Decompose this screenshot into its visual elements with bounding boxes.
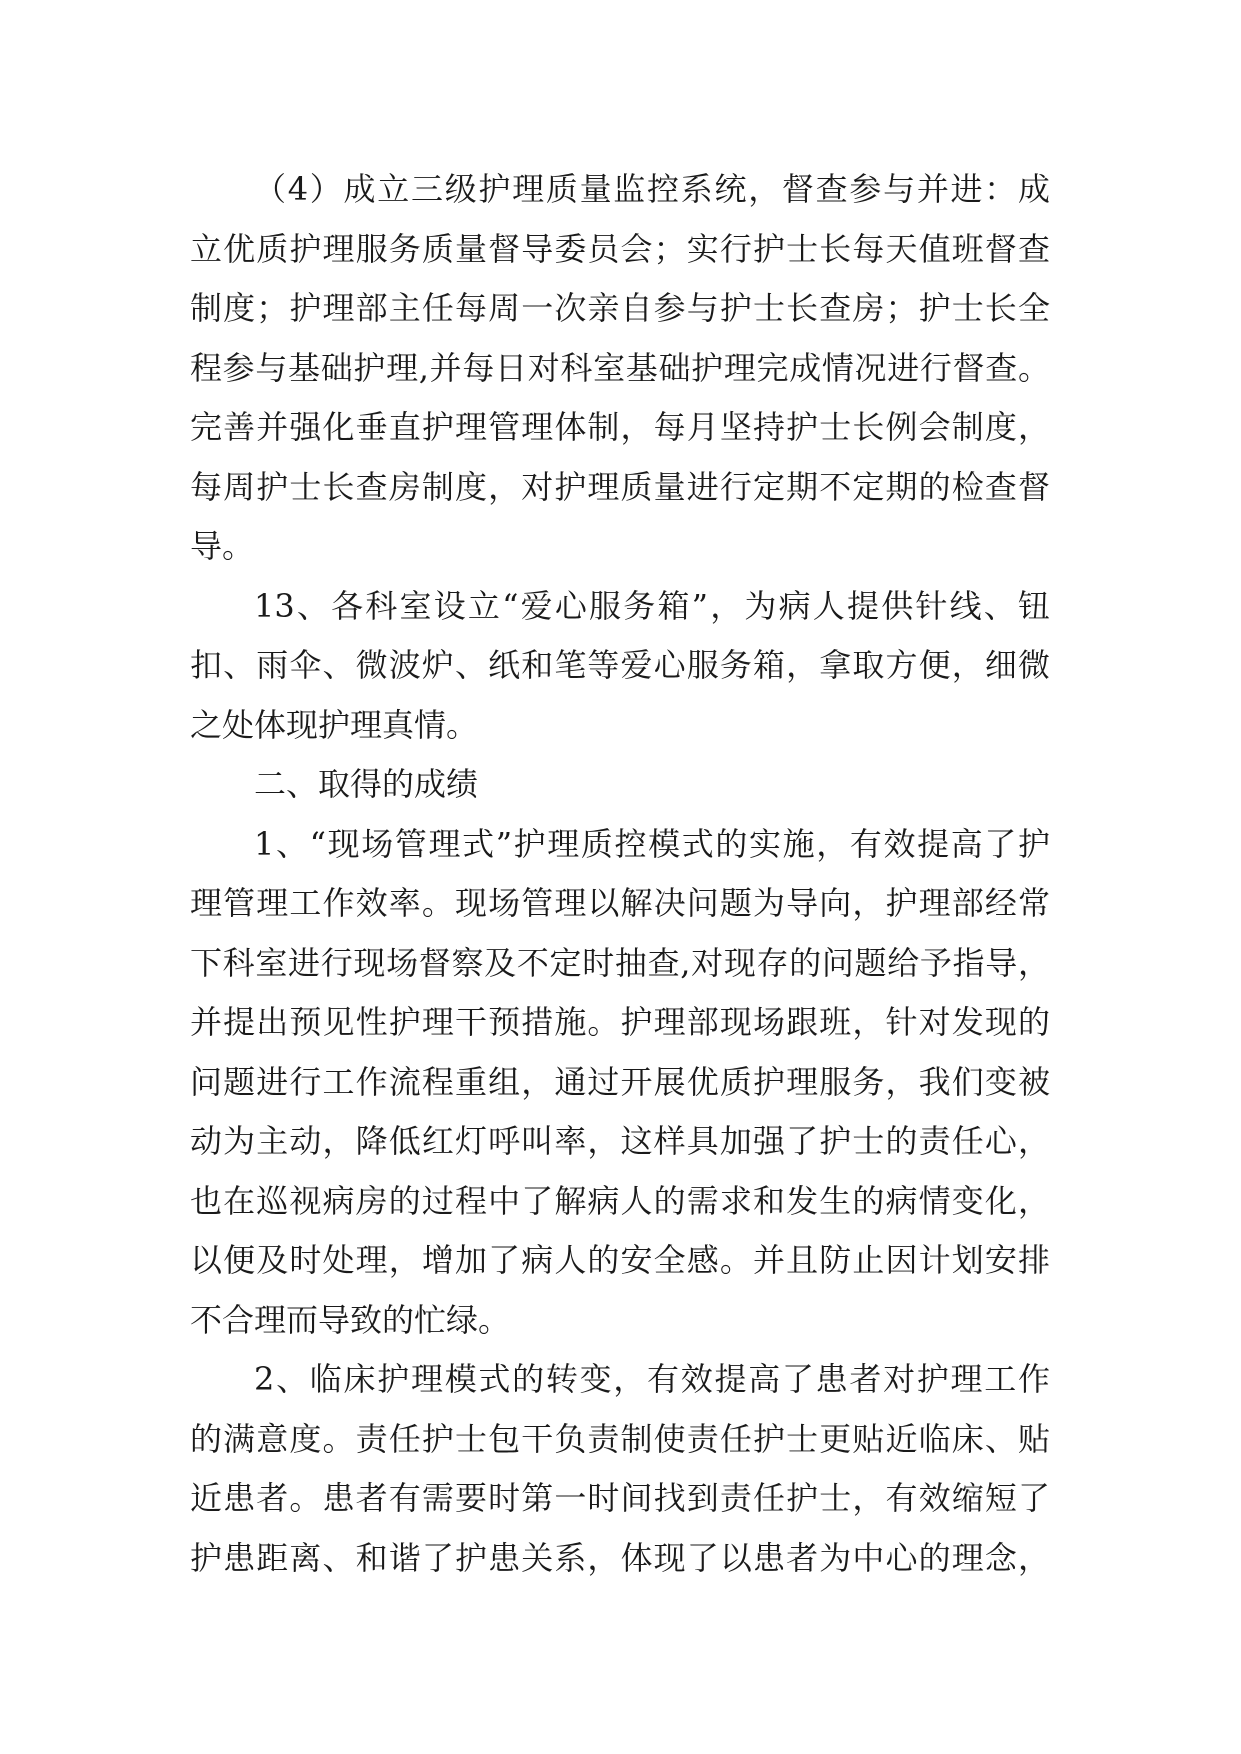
text-line: 也在巡视病房的过程中了解病人的需求和发生的病情变化， bbox=[190, 1181, 1050, 1220]
text-line: 下科室进行现场督察及不定时抽查,对现存的问题给予指导， bbox=[190, 943, 1050, 982]
text-line: 1、“现场管理式”护理质控模式的实施，有效提高了护 bbox=[254, 824, 1050, 863]
text-line: 问题进行工作流程重组，通过开展优质护理服务，我们变被 bbox=[190, 1062, 1050, 1101]
text-line: 并提出预见性护理干预措施。护理部现场跟班，针对发现的 bbox=[190, 1003, 1050, 1041]
paragraph-onsite-management bbox=[190, 815, 1050, 1351]
text-line: 每周护士长查房制度，对护理质量进行定期不定期的检查督 bbox=[190, 467, 1050, 506]
paragraph-clinical-model bbox=[190, 1350, 1050, 1588]
paragraph-love-service-box bbox=[190, 577, 1050, 756]
text-line: 护患距离、和谐了护患关系，体现了以患者为中心的理念， bbox=[190, 1538, 1050, 1577]
text-line: 之处体现护理真情。 bbox=[190, 705, 479, 744]
text-line: 不合理而导致的忙绿。 bbox=[190, 1300, 511, 1339]
section-heading-achievements bbox=[190, 755, 1050, 815]
section-heading-text: 二、取得的成绩 bbox=[254, 765, 479, 803]
text-line: （4）成立三级护理质量监控系统，督查参与并进：成 bbox=[254, 170, 1050, 208]
text-line: 动为主动，降低红灯呼叫率，这样具加强了护士的责任心， bbox=[190, 1122, 1050, 1160]
text-line: 以便及时处理，增加了病人的安全感。并且防止因计划安排 bbox=[190, 1241, 1050, 1279]
text-line: 扣、雨伞、微波炉、纸和笔等爱心服务箱，拿取方便，细微 bbox=[190, 646, 1050, 684]
text-line: 导。 bbox=[190, 527, 255, 565]
text-line: 完善并强化垂直护理管理体制，每月坚持护士长例会制度， bbox=[190, 408, 1050, 446]
text-line: 近患者。患者有需要时第一时间找到责任护士，有效缩短了 bbox=[190, 1479, 1050, 1517]
text-line: 程参与基础护理,并每日对科室基础护理完成情况进行督查。 bbox=[190, 348, 1050, 387]
text-line: 制度；护理部主任每周一次亲自参与护士长查房；护士长全 bbox=[190, 289, 1050, 327]
text-line: 的满意度。责任护士包干负责制使责任护士更贴近临床、贴 bbox=[190, 1419, 1050, 1458]
text-line: 2、临床护理模式的转变，有效提高了患者对护理工作 bbox=[254, 1360, 1050, 1398]
text-line: 立优质护理服务质量督导委员会；实行护士长每天值班督查 bbox=[190, 229, 1050, 268]
paragraph-quality-monitoring bbox=[190, 160, 1050, 577]
text-line: 理管理工作效率。现场管理以解决问题为导向，护理部经常 bbox=[190, 884, 1050, 922]
text-line: 13、各科室设立“爱心服务箱”，为病人提供针线、钮 bbox=[254, 586, 1050, 625]
document-body bbox=[190, 160, 1050, 1588]
